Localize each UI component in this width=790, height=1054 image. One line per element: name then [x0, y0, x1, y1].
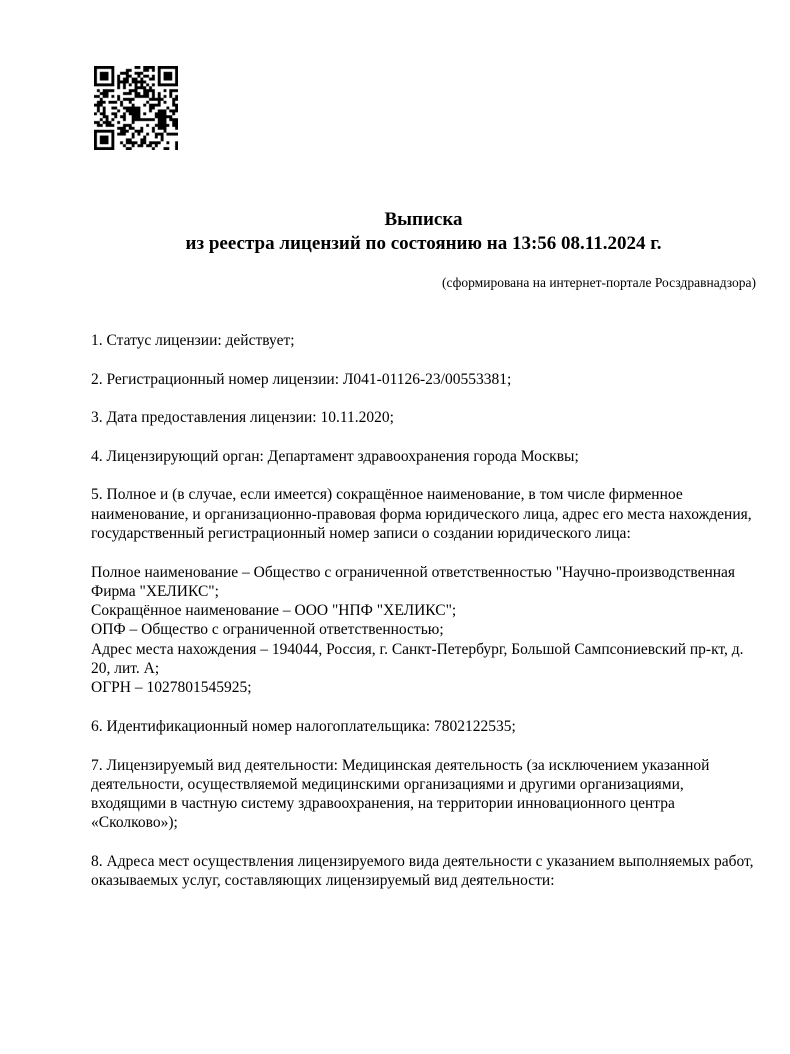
paragraph-line: Полное наименование – Общество с ограниченной ответственностью "Научно-производственная Фирма "ХЕЛИКС"; — [91, 563, 736, 600]
paragraph-line: 7. Лицензируемый вид деятельности: Медицинская деятельность (за исключением указанной деятельности, осуществляемой медицинскими организациями и другими организациями, входящими в частную систему здравоохранения, на территории инновационного центра «Сколково»); — [91, 756, 710, 832]
paragraph-line: 3. Дата предоставления лицензии: 10.11.2020; — [91, 409, 394, 427]
paragraph — [91, 485, 756, 543]
paragraph-line: Адрес места нахождения – 194044, Россия, г. Санкт-Петербург, Большой Сампсониевский пр-кт, д. 20, лит. А; — [91, 640, 744, 678]
qr-code-icon — [94, 66, 178, 150]
paragraph — [91, 370, 756, 389]
title-line-1: Выписка — [384, 209, 463, 230]
paragraph-line: 6. Идентификационный номер налогоплательщика: 7802122535; — [91, 717, 516, 735]
document-body — [91, 331, 756, 891]
paragraph — [91, 852, 756, 891]
formation-note: (сформирована на интернет-портале Росздравнадзора) — [441, 275, 756, 290]
paragraph-line: 1. Статус лицензии: действует; — [91, 332, 295, 349]
paragraph-line: 2. Регистрационный номер лицензии: Л041-01126-23/00553381; — [91, 370, 512, 388]
paragraph-line: ОПФ – Общество с ограниченной ответственностью; — [91, 621, 444, 639]
paragraph-line: 4. Лицензирующий орган: Департамент здравоохранения города Москвы; — [91, 447, 579, 465]
document-title — [91, 208, 756, 255]
paragraph — [91, 331, 756, 350]
paragraph-line: ОГРН – 1027801545925; — [91, 679, 252, 697]
paragraph — [91, 563, 756, 698]
title-line-2: из реестра лицензий по состоянию на 13:56 08.11.2024 г. — [185, 232, 662, 254]
paragraph — [91, 447, 756, 466]
paragraph — [91, 717, 756, 736]
paragraph-line: 8. Адреса мест осуществления лицензируемого вида деятельности с указанием выполняемых работ, оказываемых услуг, составляющих лицензируемый вид деятельности: — [91, 853, 754, 890]
paragraph-line: Сокращённое наименование – ООО "НПФ "ХЕЛИКС"; — [91, 602, 457, 620]
paragraph — [91, 408, 756, 427]
paragraph — [91, 756, 756, 833]
paragraph-line: 5. Полное и (в случае, если имеется) сокращённое наименование, в том числе фирменное наименование, и организационно-правовая форма юридического лица, адрес его места нахождения, государственный регистрационный номер записи о создании юридического лица: — [91, 486, 752, 542]
